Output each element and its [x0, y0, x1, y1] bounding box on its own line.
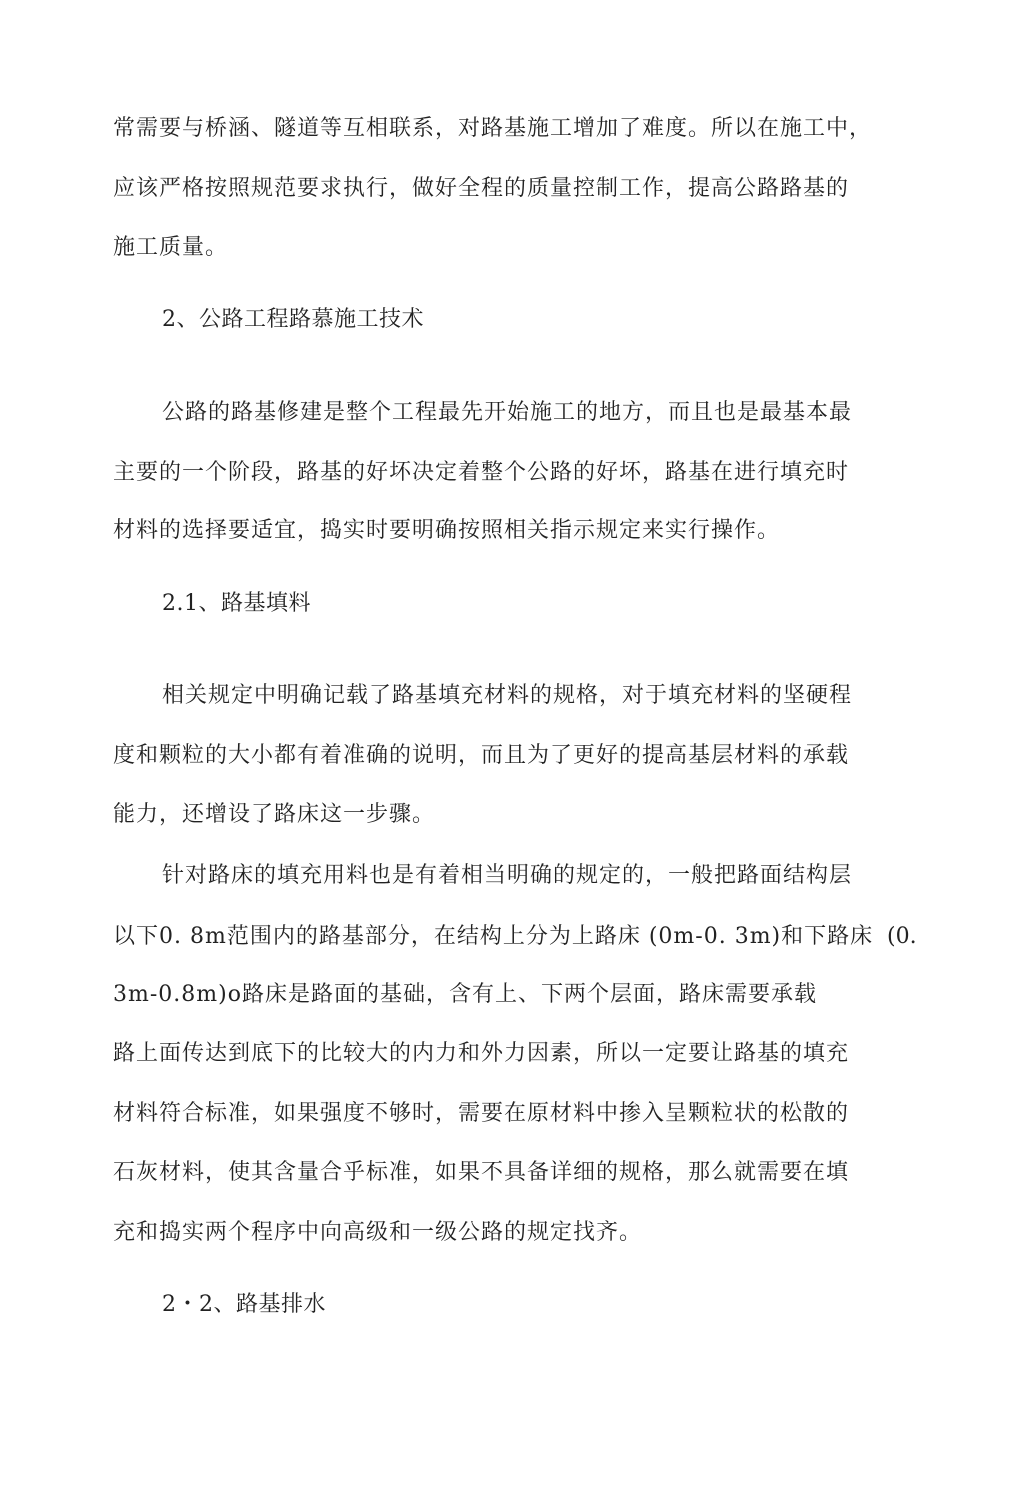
- text-line: 材料符合标准，如果强度不够时，需要在原材料中掺入呈颗粒状的松散的: [113, 1101, 850, 1126]
- text-line: 针对路床的填充用料也是有着相当明确的规定的，一般把路面结构层: [162, 863, 853, 888]
- text-line-fragment: (0.: [887, 924, 917, 949]
- section-heading-2-2: 2・2、路基排水: [162, 1292, 326, 1317]
- section-heading-2: 2、公路工程路慕施工技术: [162, 307, 424, 332]
- text-line: 3m-0.8m)o路床是路面的基础，含有上、下两个层面，路床需要承载: [113, 982, 817, 1007]
- text-line: 材料的选择要适宜，捣实时要明确按照相关指示规定来实行操作。: [113, 518, 781, 543]
- text-line: 以下0. 8m范围内的路基部分，在结构上分为上路床 (0m-0. 3m)和下路床: [113, 924, 874, 949]
- text-line: 相关规定中明确记载了路基填充材料的规格，对于填充材料的坚硬程: [162, 683, 853, 708]
- text-line: 常需要与桥涵、隧道等互相联系，对路基施工增加了难度。所以在施工中，: [113, 116, 873, 141]
- text-line: 度和颗粒的大小都有着准确的说明，而且为了更好的提高基层材料的承载: [113, 743, 850, 768]
- text-line: 石灰材料，使其含量合乎标准，如果不具备详细的规格，那么就需要在填: [113, 1160, 850, 1185]
- text-line: 主要的一个阶段，路基的好坏决定着整个公路的好坏，路基在进行填充时: [113, 460, 850, 485]
- text-line: 应该严格按照规范要求执行，做好全程的质量控制工作，提高公路路基的: [113, 176, 850, 201]
- text-line: 公路的路基修建是整个工程最先开始施工的地方，而且也是最基本最: [162, 400, 853, 425]
- text-line: 路上面传达到底下的比较大的内力和外力因素，所以一定要让路基的填充: [113, 1041, 850, 1066]
- section-heading-2-1: 2.1、路基填料: [162, 591, 311, 616]
- text-line: 施工质量。: [113, 235, 229, 260]
- text-line: 充和捣实两个程序中向高级和一级公路的规定找齐。: [113, 1220, 643, 1245]
- text-line: 能力，还增设了路床这一步骤。: [113, 802, 436, 827]
